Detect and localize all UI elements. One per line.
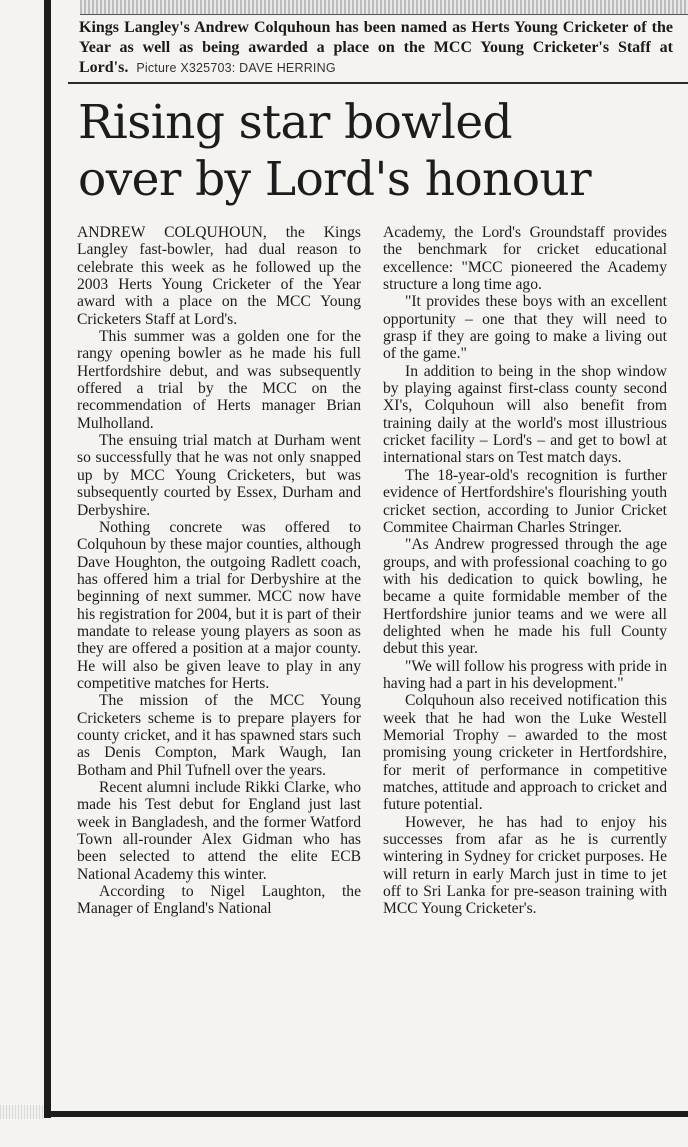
article-paragraph: "As Andrew progressed through the age groups, and with professional coaching to go with his dedication to quick bowling, he became a quite formidable member of the Hertfordshire junior teams and we were all delighted when he made his full County debut this year. [383,536,667,658]
article-paragraph: The 18-year-old's recognition is further evidence of Hertfordshire's flourishing youth cricket section, according to Junior Cricket Commitee Chairman Charles Stringer. [383,466,667,536]
article-paragraph: In addition to being in the shop window by playing against first-class county second XI's, Colquhoun will also benefit from training daily at the world's most illustrious cricket facility – Lord's – and get to bowl at international stars on Test match days. [383,362,667,467]
article-paragraph: This summer was a golden one for the rangy opening bowler as he made his full Hertfordshire debut, and was subsequently offered a trial by the MCC on the recommendation of Herts manager Brian Mulholland. [77,328,361,432]
article-column-right [383,224,667,918]
article-paragraph: "We will follow his progress with pride in having had a part in his development." [383,657,667,692]
article-paragraph: The ensuing trial match at Durham went so successfully that he was not only snapped up by MCC Young Cricketers, but was subsequently courted by Essex, Durham and Derbyshire. [77,432,361,519]
left-column-rule [44,0,51,1118]
article-paragraph: ANDREW COLQUHOUN, the Kings Langley fast-bowler, had dual reason to celebrate this week as he followed up the 2003 Herts Young Cricketer of the Year award with a place on the MCC Young Cricketers Staff at Lord's. [77,224,361,328]
caption-divider [68,82,688,84]
headline [78,94,678,208]
headline-line-2: over by Lord's honour [78,152,591,207]
photo-credit: Picture X325703: DAVE HERRING [136,61,336,75]
paper-speckle [0,1105,44,1119]
article-paragraph: According to Nigel Laughton, the Manager of England's National [77,883,361,918]
article-paragraph: The mission of the MCC Young Cricketers scheme is to prepare players for county cricket, and it has spawned stars such as Denis Compton, Mark Waugh, Ian Botham and Phil Tufnell over the years. [77,692,361,779]
article-paragraph: "It provides these boys with an excellent opportunity – one that they will need to grasp if they are going to make a living out of the game." [383,293,667,363]
caption-text: Kings Langley's Andrew Colquhoun has been named as Herts Young Cricketer of the Year as well as being awarded a place on the MCC Young Cricketer's Staff at Lord's. [79,19,673,76]
photo-bottom-edge [80,0,688,15]
bottom-rule [44,1111,688,1117]
article-paragraph: Recent alumni include Rikki Clarke, who made his Test debut for England just last week in Bangladesh, and the former Watford Town all-rounder Alex Gidman who has been selected to attend the elite ECB National Academy this winter. [77,779,361,883]
article-paragraph: However, he has had to enjoy his successes from afar as he is currently wintering in Sydney for cricket purposes. He will return in early March just in time to jet off to Sri Lanka for pre-season training with MCC Young Cricketer's. [383,813,667,918]
article-paragraph: Academy, the Lord's Groundstaff provides the benchmark for cricket educational excellence: "MCC pioneered the Academy structure a long time ago. [383,224,667,294]
photo-caption [79,18,673,78]
article-paragraph: Nothing concrete was offered to Colquhoun by these major counties, although Dave Houghton, the outgoing Radlett coach, has offered him a trial for Derbyshire at the beginning of next summer. MCC now have his registration for 2004, but it is part of their mandate to release young players as soon as they are offered a position at a major county. He will also be given leave to play in any competitive matches for Herts. [77,518,361,692]
article-column-left [77,224,361,918]
headline-line-1: Rising star bowled [78,95,513,150]
article-paragraph: Colquhoun also received notification this week that he had won the Luke Westell Memorial Trophy – awarded to the most promising young cricketer in Hertfordshire, for merit of performance in competitive matches, attitude and approach to cricket and future potential. [383,692,667,814]
